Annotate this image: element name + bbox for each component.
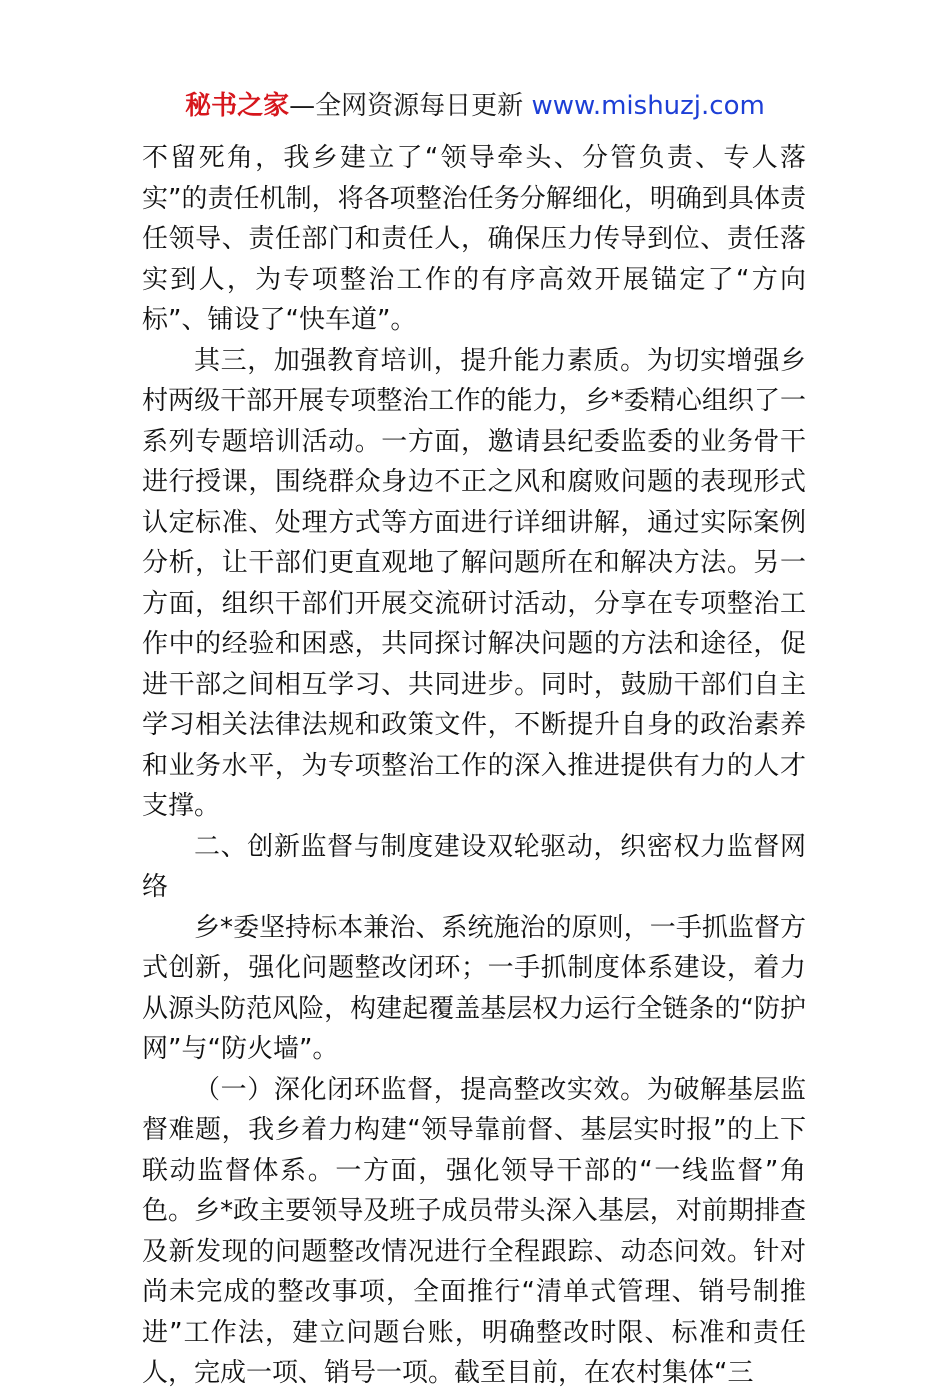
header-url-link[interactable]: www.mishuzj.com bbox=[531, 91, 765, 121]
paragraph-responsibility: 不留死角，我乡建立了“领导牵头、分管负责、专人落实”的责任机制，将各项整治任务分解细化，明确到具体责任领导、责任部门和责任人，确保压力传导到位、责任落实到人，为专项整治工作的有序高效开展锚定了“方向标”、铺设了“快车道”。 bbox=[142, 143, 806, 335]
paragraph-closed-loop-supervision: （一）深化闭环监督，提高整改实效。为破解基层监督难题，我乡着力构建“领导靠前督、基层实时报”的上下联动监督体系。一方面，强化领导干部的“一线监督”角色。乡*政主要领导及班子成员带头深入基层，对前期排查及新发现的问题整改情况进行全程跟踪、动态问效。针对尚未完成的整改事项，全面推行“清单式管理、销号制推进”工作法，建立问题台账，明确整改时限、标准和责任人，完成一项、销号一项。截至目前，在农村集体“三 bbox=[142, 1074, 806, 1388]
paragraph-section-intro: 乡*委坚持标本兼治、系统施治的原则，一手抓监督方式创新，强化问题整改闭环；一手抓制度体系建设，着力从源头防范风险，构建起覆盖基层权力运行全链条的“防护网”与“防火墙”。 bbox=[142, 912, 806, 1064]
header-brand: 秘书之家 bbox=[185, 91, 290, 121]
section-heading-two: 二、创新监督与制度建设双轮驱动，织密权力监督网络 bbox=[142, 831, 806, 902]
document-body bbox=[142, 138, 806, 1394]
header-slogan: —全网资源每日更新 bbox=[289, 91, 532, 121]
page-header bbox=[0, 88, 950, 124]
paragraph-training: 其三，加强教育培训，提升能力素质。为切实增强乡村两级干部开展专项整治工作的能力，乡*委精心组织了一系列专题培训活动。一方面，邀请县纪委监委的业务骨干进行授课，围绕群众身边不正之风和腐败问题的表现形式认定标准、处理方式等方面进行详细讲解，通过实际案例分析，让干部们更直观地了解问题所在和解决方法。另一方面，组织干部们开展交流研讨活动，分享在专项整治工作中的经验和困惑，共同探讨解决问题的方法和途径，促进干部之间相互学习、共同进步。同时，鼓励干部们自主学习相关法律法规和政策文件，不断提升自身的政治素养和业务水平，为专项整治工作的深入推进提供有力的人才支撑。 bbox=[142, 345, 806, 821]
